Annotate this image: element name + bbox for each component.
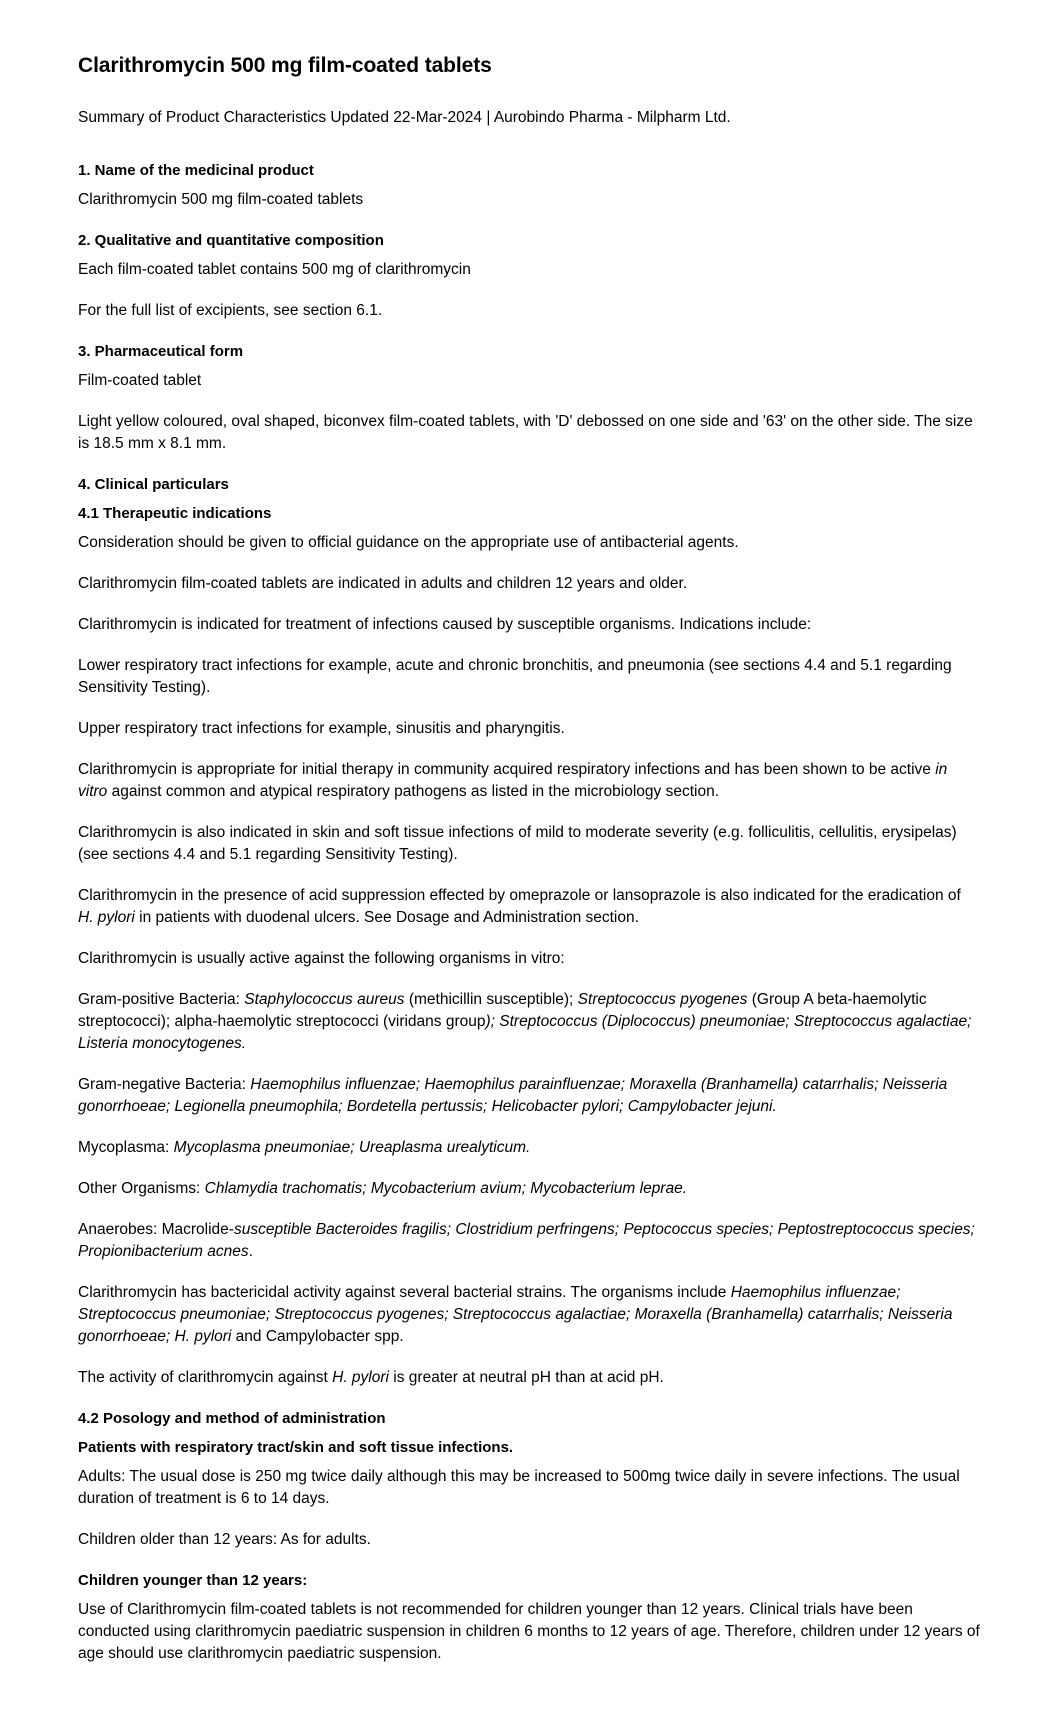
section-3-body-1: Film-coated tablet xyxy=(78,371,202,389)
text-run: Other Organisms: xyxy=(78,1179,205,1197)
page-title: Clarithromycin 500 mg film-coated tablets xyxy=(78,54,492,77)
text-run: and Campylobacter spp. xyxy=(231,1327,404,1345)
mycoplasma-paragraph xyxy=(78,1137,980,1159)
text-run: (Group A beta-haemolytic streptococci); alpha-haemolytic streptococci (viridans group xyxy=(78,990,927,1030)
section-heading-1: 1. Name of the medicinal product xyxy=(78,161,314,179)
section-2-body-1: Each film-coated tablet contains 500 mg of clarithromycin xyxy=(78,260,471,278)
italic-organism: Staphylococcus aureus xyxy=(244,990,405,1008)
gram-positive-bacteria-paragraph xyxy=(78,989,980,1055)
section-heading-3: 3. Pharmaceutical form xyxy=(78,342,244,360)
section-4-1-p9: Clarithromycin is usually active against the following organisms in vitro: xyxy=(78,949,565,967)
italic-organism: susceptible Bacteroides fragilis; Clostridium perfringens; Peptococcus species; Peptostreptococcus species; Propionibacterium acnes xyxy=(78,1220,975,1260)
section-4-1-p11 xyxy=(78,1367,980,1389)
section-4-1-p6 xyxy=(78,759,980,803)
italic-organism: Mycoplasma pneumoniae; Ureaplasma urealyticum. xyxy=(173,1138,531,1156)
section-4-1-p1: Consideration should be given to official guidance on the appropriate use of antibacterial agents. xyxy=(78,533,739,551)
section-heading-4: 4. Clinical particulars xyxy=(78,475,229,493)
italic-organism: Haemophilus influenzae; Haemophilus parainfluenzae; Moraxella (Branhamella) catarrhalis; Neisseria gonorrhoeae; Legionella pneumophila; Bordetella pertussis; Helicobacter pylori; Campylobacter jejuni. xyxy=(78,1075,948,1115)
subsection-heading-patients-rti: Patients with respiratory tract/skin and soft tissue infections. xyxy=(78,1438,514,1456)
text-run: is greater at neutral pH than at acid pH. xyxy=(388,1368,664,1386)
text-run: against common and atypical respiratory pathogens as listed in the microbiology section. xyxy=(107,782,720,800)
subsection-heading-children-under-12: Children younger than 12 years: xyxy=(78,1571,308,1589)
text-run: Clarithromycin has bactericidal activity against several bacterial strains. The organisms include xyxy=(78,1283,731,1301)
text-run: Clarithromycin is appropriate for initial therapy in community acquired respiratory infections and has been shown to be active xyxy=(78,760,936,778)
italic-organism: Chlamydia trachomatis; Mycobacterium avium; Mycobacterium leprae. xyxy=(204,1179,688,1197)
italic-term-h-pylori: H. pylori xyxy=(78,908,135,926)
italic-organism: Streptococcus pyogenes xyxy=(577,990,748,1008)
italic-organism: Haemophilus influenzae; Streptococcus pneumoniae; Streptococcus pyogenes; Streptococcus agalactiae; Moraxella (Branhamella) catarrhalis; Neisseria gonorrhoeae; H. pylori xyxy=(78,1283,953,1345)
section-4-1-p2: Clarithromycin film-coated tablets are indicated in adults and children 12 years and older. xyxy=(78,574,688,592)
text-run: Gram-negative Bacteria: xyxy=(78,1075,251,1093)
subsection-heading-4-2: 4.2 Posology and method of administration xyxy=(78,1409,386,1427)
text-run: Mycoplasma: xyxy=(78,1138,174,1156)
section-4-1-p8 xyxy=(78,885,980,929)
section-4-1-p3: Clarithromycin is indicated for treatment of infections caused by susceptible organisms. Indications include: xyxy=(78,615,812,633)
subsection-heading-4-1: 4.1 Therapeutic indications xyxy=(78,504,272,522)
italic-term-h-pylori: H. pylori xyxy=(332,1368,389,1386)
section-4-1-p7: Clarithromycin is also indicated in skin and soft tissue infections of mild to moderate severity (e.g. folliculitis, cellulitis, erysipelas) (see sections 4.4 and 5.1 regarding Sensitivity Testing). xyxy=(78,823,957,863)
text-run: (methicillin susceptible); xyxy=(404,990,578,1008)
section-heading-2: 2. Qualitative and quantitative composition xyxy=(78,231,384,249)
section-4-1-p5: Upper respiratory tract infections for example, sinusitis and pharyngitis. xyxy=(78,719,565,737)
text-run: . xyxy=(248,1242,253,1260)
document-subtitle: Summary of Product Characteristics Updated 22-Mar-2024 | Aurobindo Pharma - Milpharm Ltd. xyxy=(78,109,731,127)
section-4-2-p1: Adults: The usual dose is 250 mg twice daily although this may be increased to 500mg twice daily in severe infections. The usual duration of treatment is 6 to 14 days. xyxy=(78,1467,960,1507)
gram-negative-bacteria-paragraph xyxy=(78,1074,980,1118)
section-4-2-p2: Children older than 12 years: As for adults. xyxy=(78,1530,371,1548)
section-4-2-p3: Use of Clarithromycin film-coated tablets is not recommended for children younger than 12 years. Clinical trials have been conducted using clarithromycin paediatric suspension in children 6 months to 12 years of age. Therefore, children under 12 years of age should use clarithromycin paediatric suspension. xyxy=(78,1600,980,1662)
italic-organism: ); Streptococcus (Diplococcus) pneumoniae; Streptococcus agalactiae; Listeria monocytogenes. xyxy=(78,1012,972,1052)
section-4-1-p10 xyxy=(78,1282,980,1348)
section-2-body-2: For the full list of excipients, see section 6.1. xyxy=(78,301,383,319)
text-run: Gram-positive Bacteria: xyxy=(78,990,245,1008)
anaerobes-paragraph xyxy=(78,1219,980,1263)
other-organisms-paragraph xyxy=(78,1178,980,1200)
section-3-body-2: Light yellow coloured, oval shaped, biconvex film-coated tablets, with 'D' debossed on one side and '63' on the other side. The size is 18.5 mm x 8.1 mm. xyxy=(78,412,973,452)
italic-term-in-vitro: in vitro xyxy=(78,760,948,800)
section-1-body: Clarithromycin 500 mg film-coated tablets xyxy=(78,190,364,208)
text-run: Clarithromycin in the presence of acid suppression effected by omeprazole or lansoprazole is also indicated for the eradication of xyxy=(78,886,961,904)
section-4-1-p4: Lower respiratory tract infections for example, acute and chronic bronchitis, and pneumonia (see sections 4.4 and 5.1 regarding Sensitivity Testing). xyxy=(78,656,952,696)
text-run: in patients with duodenal ulcers. See Dosage and Administration section. xyxy=(134,908,639,926)
text-run: The activity of clarithromycin against xyxy=(78,1368,333,1386)
text-run: Anaerobes: Macrolide- xyxy=(78,1220,234,1238)
